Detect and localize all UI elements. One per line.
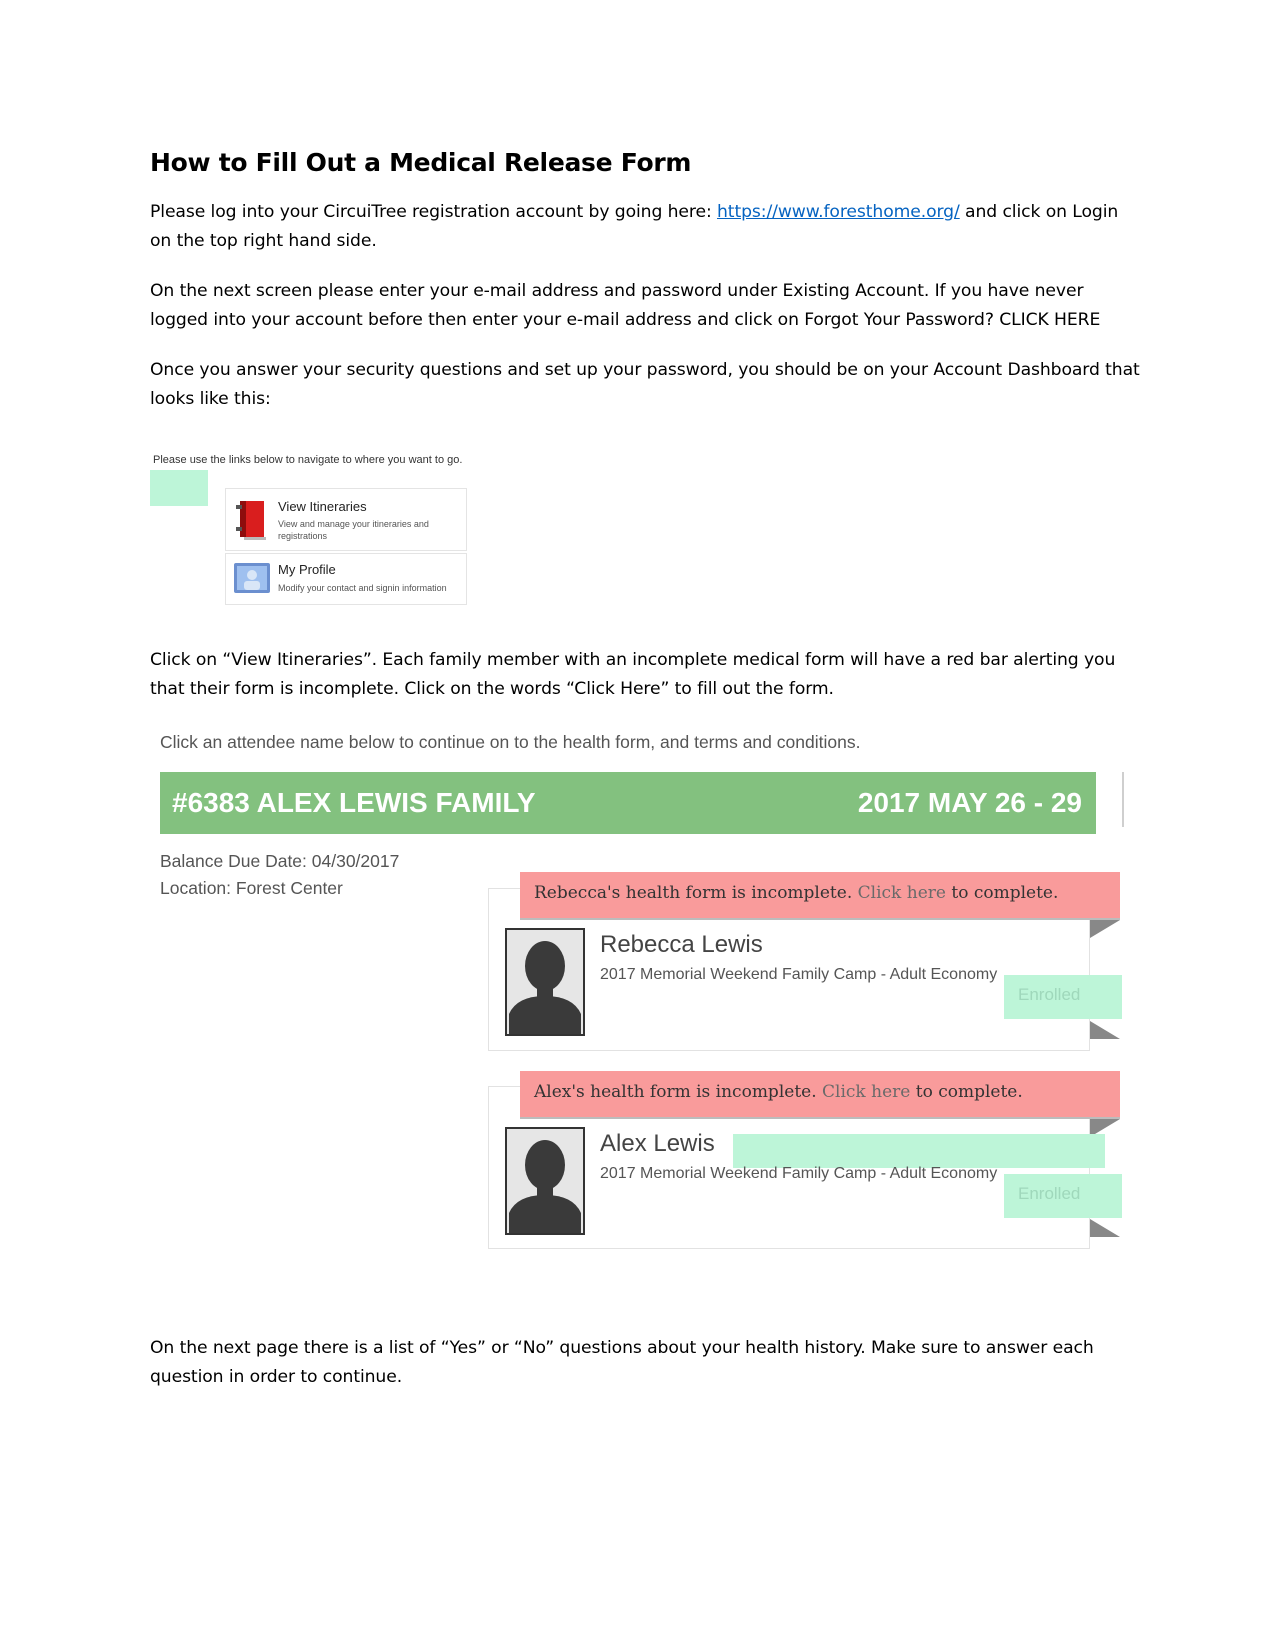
login-text-before: Please log into your CircuiTree registration account by going here: [150, 202, 718, 222]
dashboard-item-my-profile[interactable] [225, 553, 467, 605]
page-title: How to Fill Out a Medical Release Form [150, 148, 692, 177]
balance-due-date: Balance Due Date: 04/30/2017 [160, 851, 400, 871]
status-badge: Enrolled [1004, 975, 1122, 1019]
itinerary-dates: 2017 MAY 26 - 29 [857, 787, 1082, 818]
alert-text: Rebecca's health form is incomplete. [534, 883, 858, 903]
attendee-camp: 2017 Memorial Weekend Family Camp - Adult Economy [600, 966, 998, 983]
ribbon-fold [1090, 1021, 1120, 1039]
dashboard-hint: Please use the links below to navigate to where you want to go. [153, 454, 463, 466]
paragraph-login [150, 198, 1140, 256]
profile-icon [234, 563, 270, 598]
ribbon-fold [1090, 1219, 1120, 1237]
login-text-after: and click on Login on the top right hand side. [150, 202, 1119, 251]
alert-text-suffix: to complete. [945, 883, 1059, 903]
paragraph-health-questions: On the next page there is a list of “Yes” or “No” questions about your health history. Make sure to answer each question in order to continue. [150, 1338, 1094, 1387]
paragraph-existing-account: On the next screen please enter your e-mail address and password under Existing Account. If you have never logged into your account before then enter your e-mail address and click on Forgot Your Password? CLICK HERE [150, 281, 1101, 330]
location: Location: Forest Center [160, 878, 343, 898]
highlight-overlay [150, 470, 208, 506]
family-name: #6383 ALEX LEWIS FAMILY [172, 787, 536, 818]
my-profile-desc: Modify your contact and signin information [278, 583, 447, 593]
click-here-link[interactable]: Click here [857, 883, 946, 903]
ribbon-fold [1090, 920, 1120, 938]
alert-text-suffix: to complete. [910, 1082, 1023, 1102]
attendee-camp: 2017 Memorial Weekend Family Camp - Adult Economy [600, 1165, 998, 1182]
health-form-alert[interactable] [520, 872, 1120, 920]
foresthome-link[interactable]: https://www.foresthome.org/ [717, 202, 960, 222]
red-binder-icon [234, 499, 268, 546]
avatar[interactable] [505, 1127, 585, 1235]
status-badge: Enrolled [1004, 1174, 1122, 1218]
alert-text: Alex's health form is incomplete. [534, 1082, 823, 1102]
attendee-name[interactable]: Rebecca Lewis [600, 931, 763, 958]
attendee-hint: Click an attendee name below to continue on to the health form, and terms and conditions. [160, 732, 861, 752]
my-profile-title[interactable]: My Profile [278, 562, 336, 577]
family-header-bar [160, 772, 1096, 834]
health-form-alert[interactable] [520, 1071, 1120, 1119]
dashboard-item-view-itineraries[interactable] [225, 488, 467, 551]
divider [1122, 772, 1124, 827]
click-here-link[interactable]: Click here [822, 1082, 911, 1102]
paragraph-view-itineraries: Click on “View Itineraries”. Each family member with an incomplete medical form will have a red bar alerting you that their form is incomplete. Click on the words “Click Here” to fill out the form. [150, 650, 1116, 699]
paragraph-dashboard: Once you answer your security questions and set up your password, you should be on your Account Dashboard that looks like this: [150, 360, 1140, 409]
view-itineraries-desc: View and manage your itineraries and registrations [278, 519, 429, 541]
view-itineraries-title[interactable]: View Itineraries [278, 499, 367, 514]
highlight-overlay [733, 1134, 1105, 1168]
attendee-name[interactable]: Alex Lewis [600, 1130, 715, 1157]
avatar[interactable] [505, 928, 585, 1036]
